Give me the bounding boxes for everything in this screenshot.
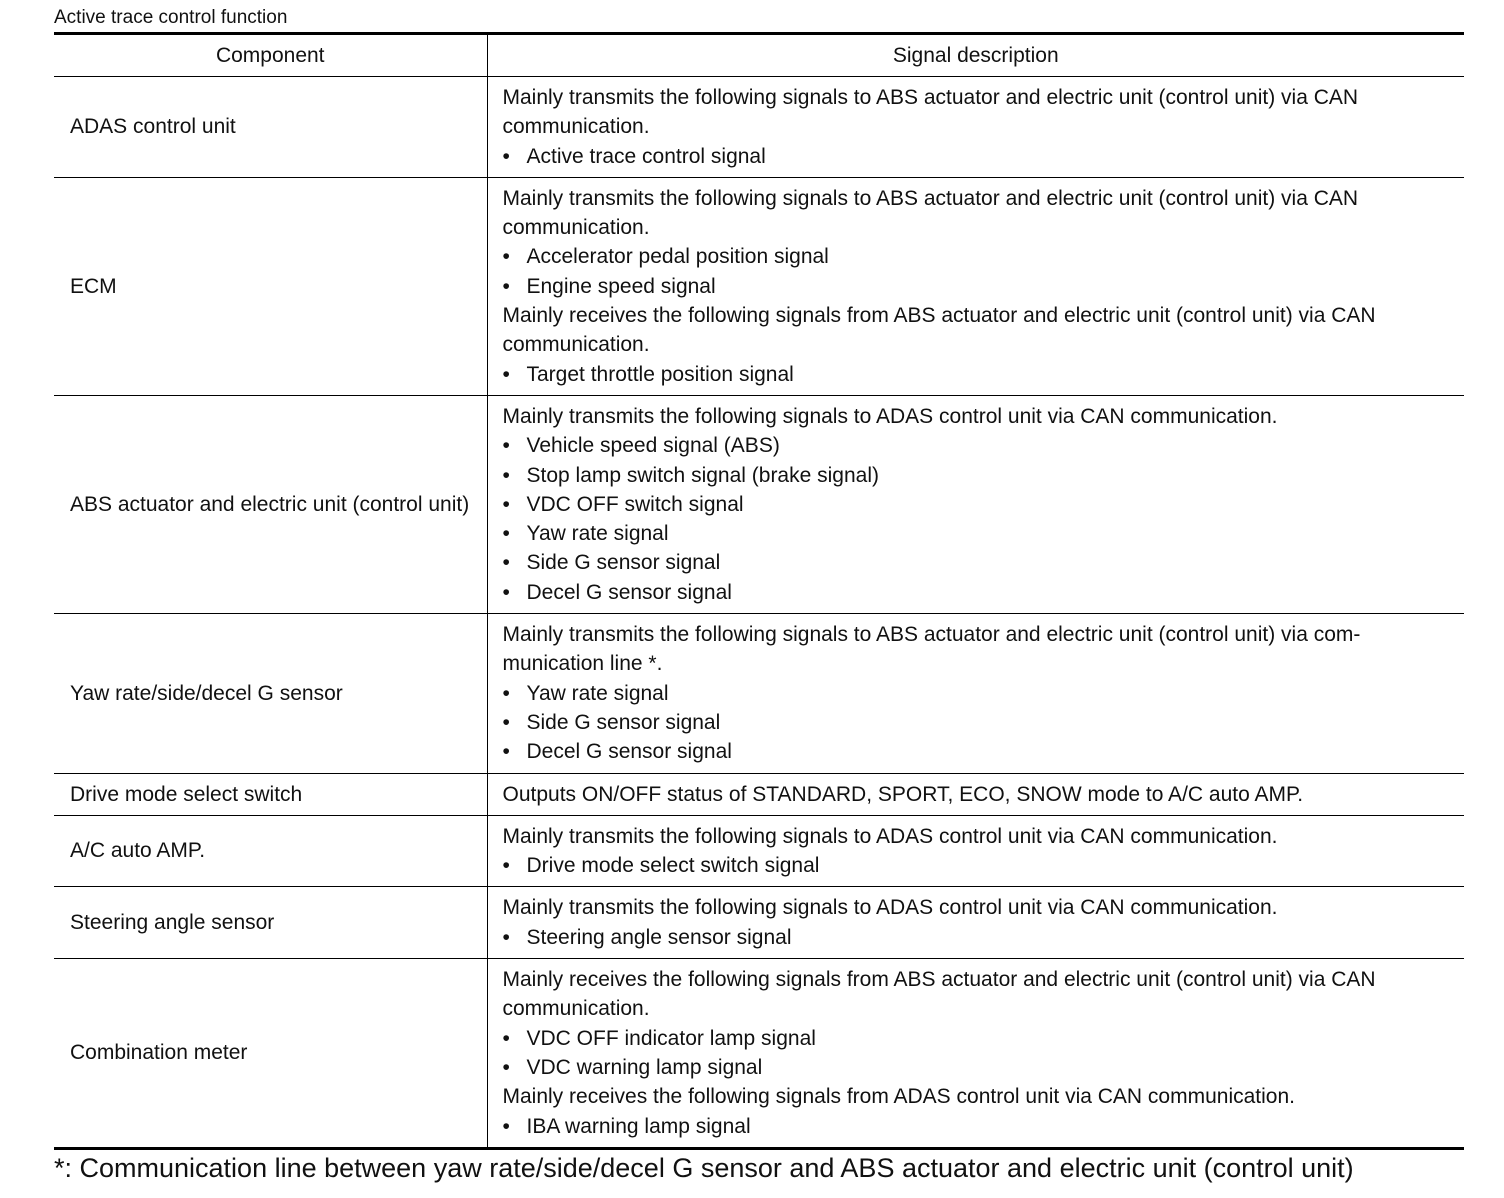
signal-description-text: Mainly transmits the following signals to ADAS control unit via CAN communication. [502, 824, 1278, 848]
signal-description-cell [487, 614, 1464, 773]
bullet-icon: • [502, 1055, 510, 1079]
signal-bullet-item [503, 1024, 1451, 1053]
signal-description-text: Mainly transmits the following signals to ABS actuator and electric unit (control unit) via CAN communication. [502, 86, 1359, 139]
column-header-signal-description: Signal description [487, 34, 1464, 77]
signal-bullet-text: Accelerator pedal position signal [526, 245, 829, 269]
signal-description-cell [487, 887, 1464, 959]
signal-description-text: Outputs ON/OFF status of STANDARD, SPORT, ECO, SNOW mode to A/C auto AMP. [502, 782, 1304, 806]
signal-bullet-text: VDC OFF indicator lamp signal [526, 1026, 816, 1050]
bullet-icon: • [502, 522, 510, 546]
signal-bullet-item [503, 461, 1451, 490]
bullet-icon: • [502, 434, 510, 458]
table-caption: Active trace control function [54, 7, 288, 28]
table-header-row [54, 34, 1464, 77]
signal-description-cell [487, 395, 1464, 613]
component-cell: Drive mode select switch [54, 773, 487, 815]
signal-bullet-item [503, 851, 1451, 880]
bullet-icon: • [502, 925, 510, 949]
signal-description-text: Mainly transmits the following signals to ADAS control unit via CAN communication. [502, 404, 1278, 428]
table-row [54, 395, 1464, 613]
bullet-icon: • [502, 854, 510, 878]
table-row [54, 77, 1464, 178]
signal-bullet-item [503, 490, 1451, 519]
signal-description-text: Mainly receives the following signals from ABS actuator and electric unit (control unit) via CAN communication. [502, 968, 1376, 1021]
signal-bullet-text: Side G sensor signal [526, 710, 721, 734]
signal-bullet-item [503, 923, 1451, 952]
footnote: *: Communication line between yaw rate/side/decel G sensor and ABS actuator and electric unit (control unit) [54, 1153, 1354, 1183]
signal-bullet-text: Decel G sensor signal [526, 740, 732, 764]
component-cell: Steering angle sensor [54, 887, 487, 959]
signal-bullet-item [503, 737, 1451, 766]
signal-table [54, 32, 1464, 1150]
signal-bullet-text: VDC warning lamp signal [526, 1055, 763, 1079]
signal-description-cell [487, 77, 1464, 178]
signal-bullet-item [503, 578, 1451, 607]
table-row [54, 773, 1464, 815]
component-cell: Combination meter [54, 959, 487, 1149]
signal-bullet-item [503, 142, 1451, 171]
bullet-icon: • [502, 681, 510, 705]
signal-bullet-text: Side G sensor signal [526, 551, 721, 575]
bullet-icon: • [502, 1026, 510, 1050]
bullet-icon: • [502, 463, 510, 487]
component-cell: ADAS control unit [54, 77, 487, 178]
signal-bullet-text: Engine speed signal [526, 274, 716, 298]
signal-bullet-item [503, 360, 1451, 389]
signal-bullet-item [503, 1053, 1451, 1082]
bullet-icon: • [502, 245, 510, 269]
bullet-icon: • [502, 362, 510, 386]
bullet-icon: • [502, 144, 510, 168]
table-body [54, 77, 1464, 1149]
table-row [54, 815, 1464, 887]
table-row [54, 887, 1464, 959]
signal-bullet-item [503, 431, 1451, 460]
bullet-icon: • [502, 1114, 510, 1138]
signal-bullet-item [503, 548, 1451, 577]
bullet-icon: • [502, 740, 510, 764]
signal-bullet-text: Steering angle sensor signal [526, 925, 792, 949]
table-row [54, 959, 1464, 1149]
signal-description-text: Mainly transmits the following signals to ABS actuator and electric unit (control unit) via CAN communication. [502, 186, 1359, 240]
signal-bullet-item [503, 272, 1451, 301]
component-cell: Yaw rate/side/decel G sensor [54, 614, 487, 773]
component-cell: ABS actuator and electric unit (control unit) [54, 395, 487, 613]
signal-description-text: Mainly receives the following signals from ABS actuator and electric unit (control unit) via CAN communication. [502, 304, 1376, 357]
signal-description-cell [487, 773, 1464, 815]
bullet-icon: • [502, 710, 510, 734]
signal-bullet-text: Yaw rate signal [526, 522, 669, 546]
bullet-icon: • [502, 580, 510, 604]
signal-description-text: Mainly transmits the following signals to ADAS control unit via CAN communication. [502, 896, 1278, 920]
table-row [54, 614, 1464, 773]
signal-bullet-text: Target throttle position signal [526, 362, 794, 386]
signal-description-text: Mainly receives the following signals from ADAS control unit via CAN communication. [502, 1085, 1295, 1109]
component-cell: ECM [54, 177, 487, 395]
signal-bullet-item [503, 1112, 1451, 1141]
signal-bullet-item [503, 242, 1451, 271]
bullet-icon: • [502, 551, 510, 575]
signal-bullet-text: Decel G sensor signal [526, 580, 732, 604]
column-header-component: Component [54, 34, 487, 77]
signal-description-cell [487, 959, 1464, 1149]
signal-bullet-text: IBA warning lamp signal [526, 1114, 751, 1138]
signal-bullet-item [503, 679, 1451, 708]
signal-description-text: Mainly transmits the following signals to ABS actuator and electric unit (control unit) via com-munication line *. [502, 623, 1361, 676]
signal-bullet-item [503, 708, 1451, 737]
signal-bullet-item [503, 519, 1451, 548]
signal-bullet-text: Yaw rate signal [526, 681, 669, 705]
signal-description-cell [487, 177, 1464, 395]
signal-bullet-text: Stop lamp switch signal (brake signal) [526, 463, 879, 487]
table-row [54, 177, 1464, 395]
bullet-icon: • [502, 492, 510, 516]
signal-bullet-text: VDC OFF switch signal [526, 492, 744, 516]
signal-bullet-text: Drive mode select switch signal [526, 854, 820, 878]
signal-bullet-text: Vehicle speed signal (ABS) [526, 434, 780, 458]
signal-description-cell [487, 815, 1464, 887]
component-cell: A/C auto AMP. [54, 815, 487, 887]
bullet-icon: • [502, 274, 510, 298]
signal-bullet-text: Active trace control signal [526, 144, 766, 168]
